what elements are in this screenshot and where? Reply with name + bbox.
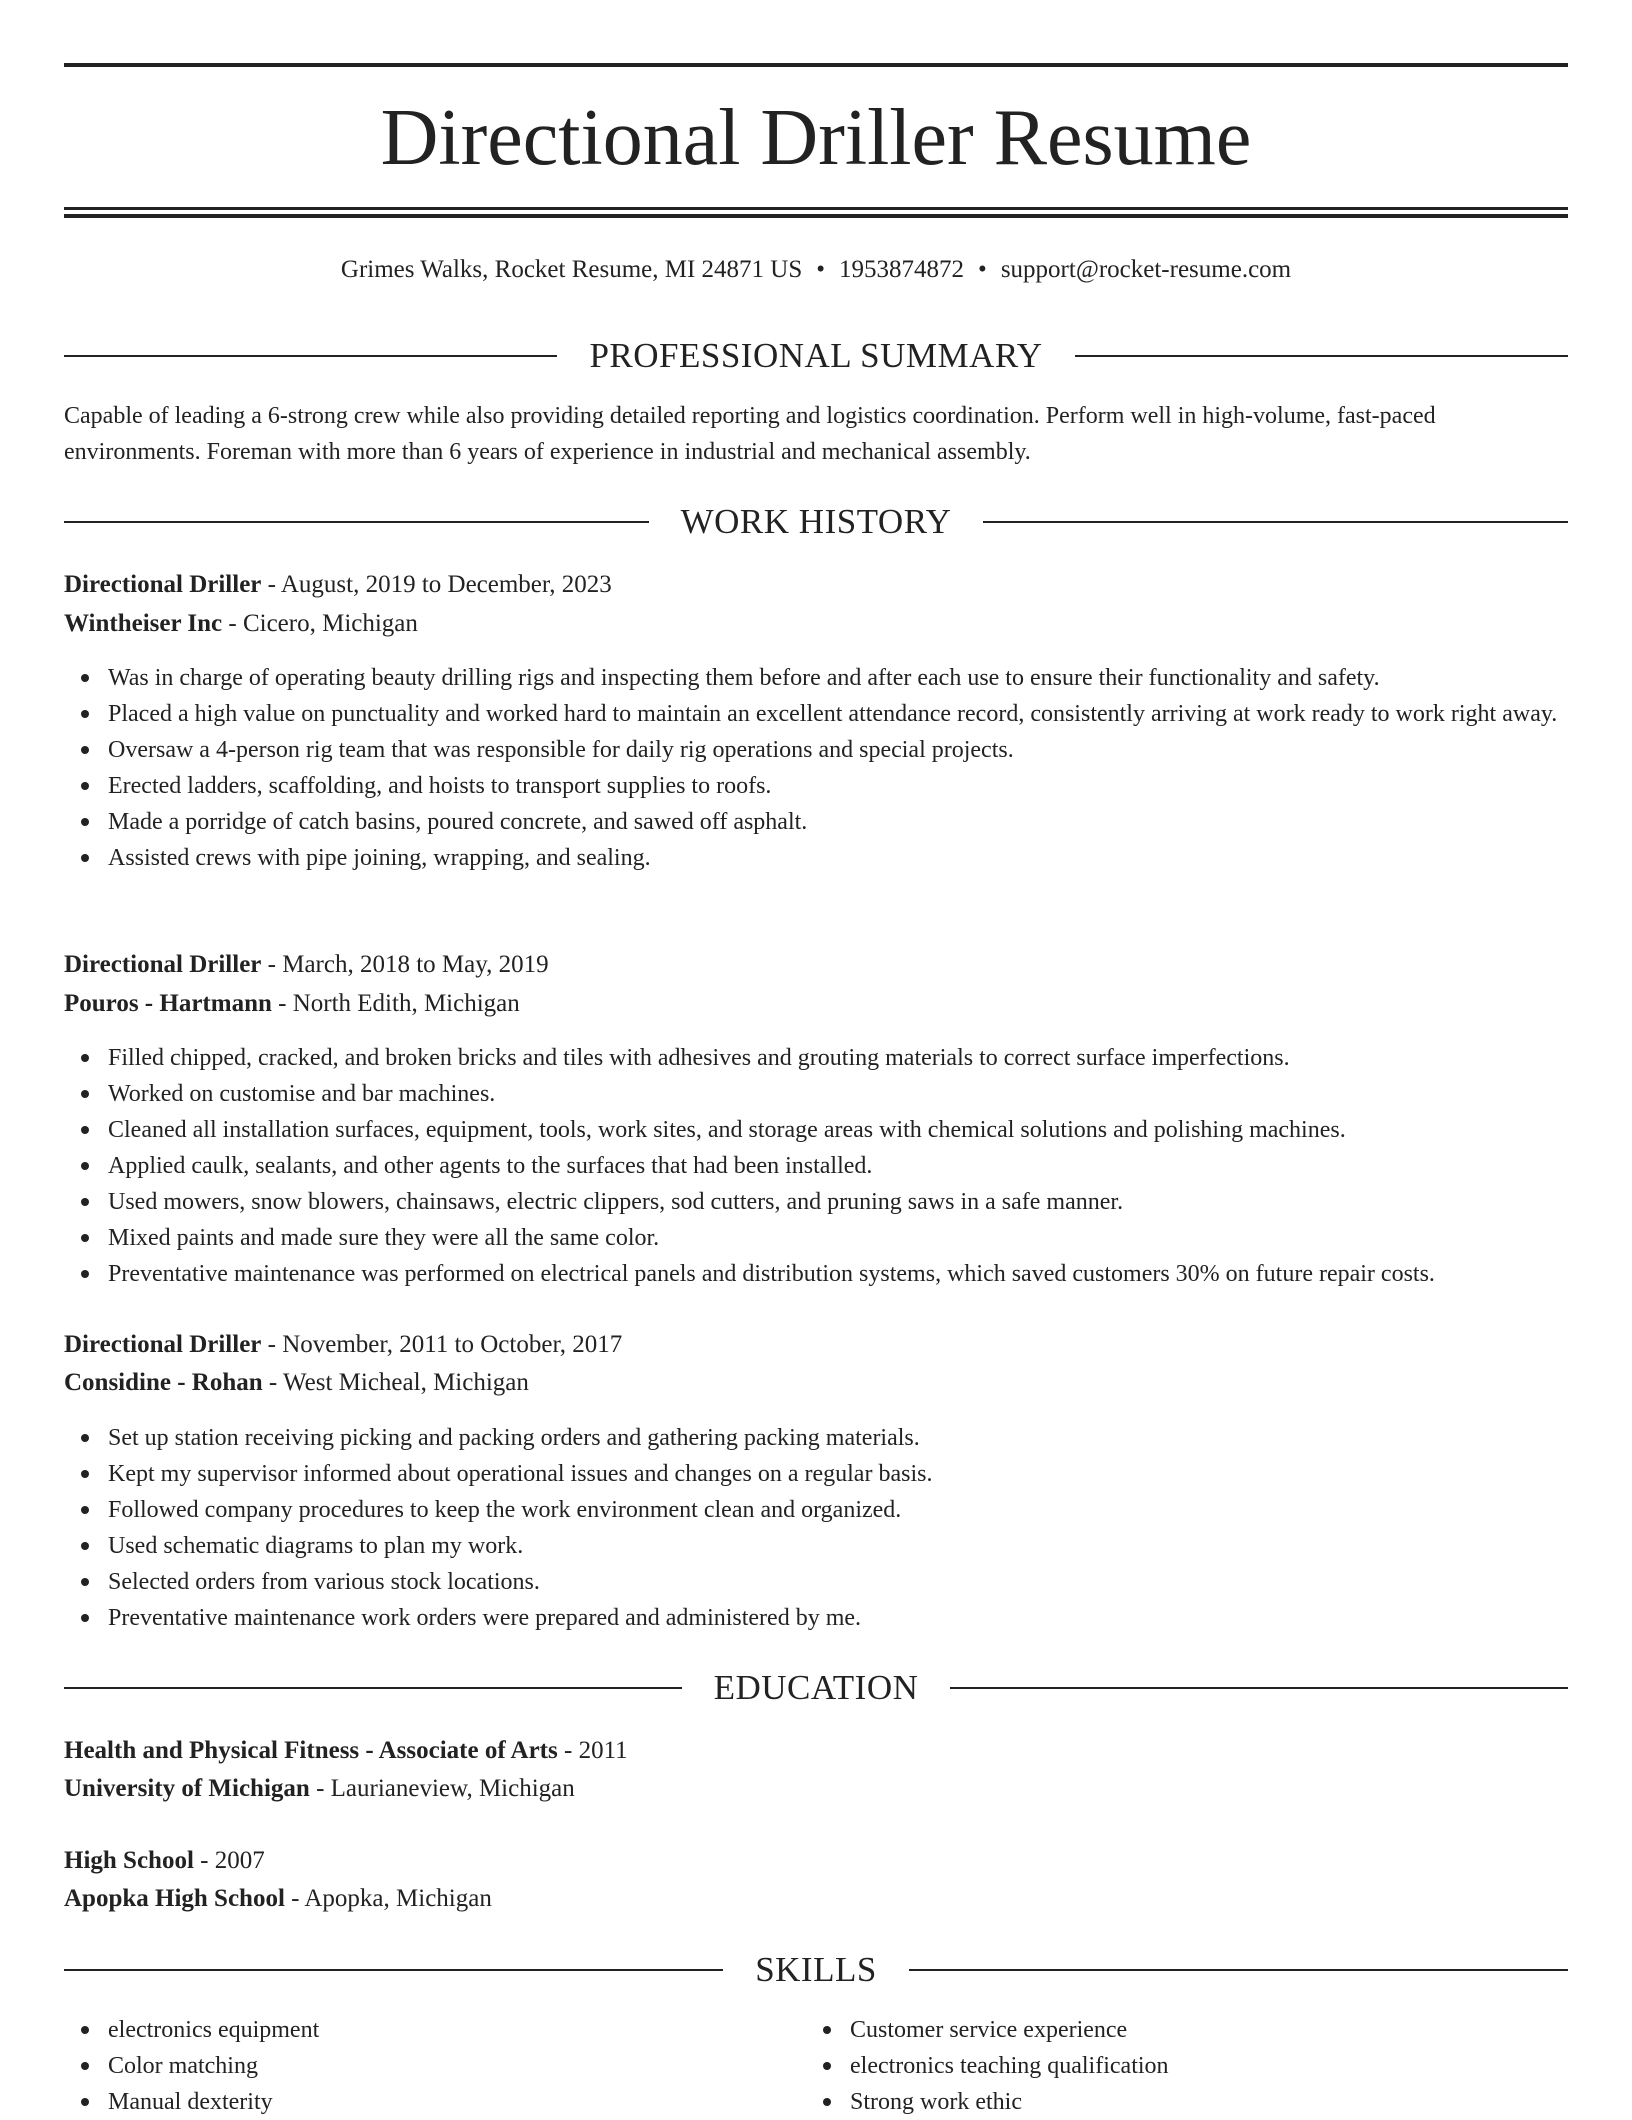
list-item: Placed a high value on punctuality and worked hard to maintain an excellent attendance record, consistently arriving at work ready to work right away.: [108, 696, 1568, 732]
job-dates: - November, 2011 to October, 2017: [261, 1331, 623, 1358]
skill-item: Strong work ethic: [850, 2084, 1632, 2120]
section-divider: [983, 521, 1568, 523]
job-location: - Cicero, Michigan: [222, 610, 418, 637]
title-underline-rule: [64, 207, 1568, 210]
skill-item: Manual dexterity: [108, 2084, 1568, 2120]
job-company-line: [64, 605, 1568, 643]
job-title-line: [64, 1326, 1568, 1364]
section-header-skills: [64, 1948, 1568, 1992]
list-item: Erected ladders, scaffolding, and hoists to transport supplies to roofs.: [108, 768, 1568, 804]
job-bullets: [64, 660, 1568, 876]
education-school: Apopka High School: [64, 1885, 285, 1912]
section-divider: [64, 1969, 723, 1971]
list-item: Preventative maintenance was performed on electrical panels and distribution systems, which saved customers 30% on future repair costs.: [108, 1256, 1568, 1292]
education-school-line: [64, 1880, 1568, 1918]
section-divider: [64, 355, 557, 357]
contact-address: Grimes Walks, Rocket Resume, MI 24871 US: [340, 256, 803, 283]
job-role: Directional Driller: [64, 951, 262, 978]
education-school-line: [64, 1770, 1568, 1808]
education-degree: Health and Physical Fitness - Associate of Arts: [64, 1737, 558, 1764]
section-header-education: [64, 1666, 1568, 1710]
skill-item: electronics teaching qualification: [850, 2048, 1632, 2084]
section-divider: [950, 1687, 1568, 1689]
list-item: Preventative maintenance work orders were prepared and administered by me.: [108, 1600, 1568, 1636]
skill-item: Customer service experience: [850, 2012, 1632, 2048]
job-company: Pouros - Hartmann: [64, 990, 272, 1017]
section-header-summary: [64, 334, 1568, 378]
section-divider: [64, 1687, 682, 1689]
education-school: University of Michigan: [64, 1775, 310, 1802]
list-item: Kept my supervisor informed about operational issues and changes on a regular basis.: [108, 1456, 1568, 1492]
job-company: Considine - Rohan: [64, 1369, 263, 1396]
education-location: - Apopka, Michigan: [284, 1885, 492, 1912]
job-dates: - March, 2018 to May, 2019: [261, 951, 549, 978]
list-item: Mixed paints and made sure they were all the same color.: [108, 1220, 1568, 1256]
job-role: Directional Driller: [64, 1331, 262, 1358]
list-item: Used mowers, snow blowers, chainsaws, electric clippers, sod cutters, and pruning saws in a safe manner.: [108, 1184, 1568, 1220]
education-degree-line: [64, 1732, 1568, 1770]
job-company-line: [64, 1364, 1568, 1402]
section-title-skills: SKILLS: [755, 1950, 877, 1989]
summary-text: Capable of leading a 6-strong crew while also providing detailed reporting and logistics coordination. Perform well in high-volume, fast-paced environments. Foreman with more than 6 years of experience in industrial and mechanical assembly.: [64, 403, 1436, 465]
section-divider: [64, 521, 649, 523]
list-item: Worked on customise and bar machines.: [108, 1076, 1568, 1112]
skill-item: Color matching: [108, 2048, 1568, 2084]
contact-email: support@rocket-resume.com: [1000, 256, 1292, 283]
list-item: Selected orders from various stock locations.: [108, 1564, 1568, 1600]
list-item: Followed company procedures to keep the work environment clean and organized.: [108, 1492, 1568, 1528]
job-location: - West Micheal, Michigan: [262, 1369, 529, 1396]
job-title-line: [64, 946, 1568, 984]
list-item: Applied caulk, sealants, and other agents to the surfaces that had been installed.: [108, 1148, 1568, 1184]
section-divider: [909, 1969, 1568, 1971]
resume-title: Directional Driller Resume: [380, 94, 1252, 182]
education-year: - 2011: [557, 1737, 628, 1764]
job-bullets: [64, 1420, 1568, 1636]
top-rule: [64, 63, 1568, 67]
section-title-education: EDUCATION: [713, 1668, 919, 1707]
list-item: Was in charge of operating beauty drilling rigs and inspecting them before and after each use to ensure their functionality and safety.: [108, 660, 1568, 696]
list-item: Filled chipped, cracked, and broken bricks and tiles with adhesives and grouting materials to correct surface imperfections.: [108, 1040, 1568, 1076]
job-dates: - August, 2019 to December, 2023: [261, 571, 612, 598]
list-item: Oversaw a 4-person rig team that was responsible for daily rig operations and special projects.: [108, 732, 1568, 768]
list-item: Set up station receiving picking and packing orders and gathering packing materials.: [108, 1420, 1568, 1456]
job-role: Directional Driller: [64, 571, 262, 598]
list-item: Cleaned all installation surfaces, equipment, tools, work sites, and storage areas with chemical solutions and polishing machines.: [108, 1112, 1568, 1148]
skills-list-right: [806, 2012, 1632, 2120]
job-bullets: [64, 1040, 1568, 1292]
section-title-summary: PROFESSIONAL SUMMARY: [589, 336, 1043, 375]
contact-line: [64, 253, 1568, 287]
contact-separator: •: [816, 256, 826, 283]
education-degree: High School: [64, 1847, 194, 1874]
list-item: Used schematic diagrams to plan my work.: [108, 1528, 1568, 1564]
list-item: Assisted crews with pipe joining, wrapping, and sealing.: [108, 840, 1568, 876]
section-header-work: [64, 500, 1568, 544]
education-degree-line: [64, 1842, 1568, 1880]
education-year: - 2007: [193, 1847, 265, 1874]
list-item: Made a porridge of catch basins, poured concrete, and sawed off asphalt.: [108, 804, 1568, 840]
education-location: - Laurianeview, Michigan: [309, 1775, 575, 1802]
skill-item: electronics equipment: [108, 2012, 1568, 2048]
job-location: - North Edith, Michigan: [271, 990, 520, 1017]
section-divider: [1075, 355, 1568, 357]
job-company-line: [64, 985, 1568, 1023]
contact-phone: 1953874872: [839, 256, 965, 283]
job-title-line: [64, 566, 1568, 604]
job-company: Wintheiser Inc: [64, 610, 223, 637]
contact-separator: •: [978, 256, 987, 283]
section-title-work: WORK HISTORY: [680, 502, 952, 541]
title-underline-rule-2: [64, 214, 1568, 218]
